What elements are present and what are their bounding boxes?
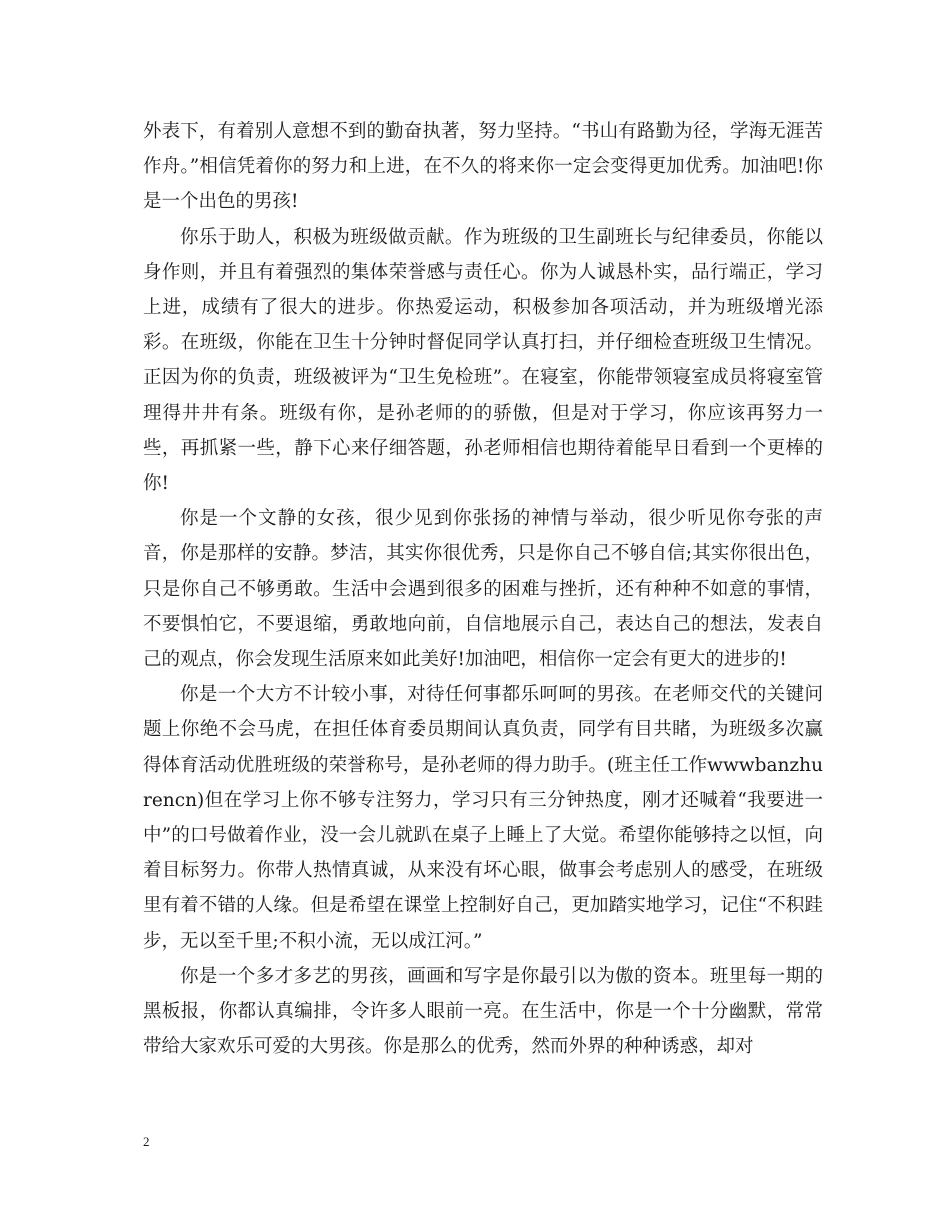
paragraph-1: 外表下，有着别人意想不到的勤奋执著，努力坚持。“书山有路勤为径，学海无涯苦作舟。”相信凭着你的努力和上进，在不久的将来你一定会变得更加优秀。加油吧!你是一个出色的男孩! [143,121,823,213]
paragraph-2: 你乐于助人，积极为班级做贡献。作为班级的卫生副班长与纪律委员，你能以身作则，并且有着强烈的集体荣誉感与责任心。你为人诚恳朴实，品行端正，学习上进，成绩有了很大的进步。你热爱运动，积极参加各项活动，并为班级增光添彩。在班级，你能在卫生十分钟时督促同学认真打扫，并仔细检查班级卫生情况。正因为你的负责，班级被评为“卫生免检班”。在寝室，你能带领寝室成员将寝室管理得井井有条。班级有你，是孙老师的的骄傲，但是对于学习，你应该再努力一些，再抓紧一些，静下心来仔细答题，孙老师相信也期待着能早日看到一个更棒的你! [143,226,823,495]
paragraph-4: 你是一个大方不计较小事，对待任何事都乐呵呵的男孩。在老师交代的关键问题上你绝不会马虎，在担任体育委员期间认真负责，同学有目共睹，为班级多次赢得体育活动优胜班级的荣誉称号，是孙老师的得力助手。(班主任工作wwwbanzhurencn)但在学习上你不够专注努力，学习只有三分钟热度，刚才还喊着“我要进一中”的口号做着作业，没一会儿就趴在桌子上睡上了大觉。希望你能够持之以恒，向着目标努力。你带人热情真诚，从来没有坏心眼，做事会考虑别人的感受，在班级里有着不错的人缘。但是希望在课堂上控制好自己，更加踏实地学习，记住“不积跬步，无以至千里;不积小流，无以成江河。” [143,684,823,952]
page-number: 2 [143,1134,150,1149]
document-body [143,114,823,1064]
paragraph-3: 你是一个文静的女孩，很少见到你张扬的神情与举动，很少听见你夸张的声音，你是那样的安静。梦洁，其实你很优秀，只是你自己不够自信;其实你很出色，只是你自己不够勇敢。生活中会遇到很多的困难与挫折，还有种种不如意的事情，不要惧怕它，不要退缩，勇敢地向前，自信地展示自己，表达自己的想法，发表自己的观点，你会发现生活原来如此美好!加油吧，相信你一定会有更大的进步的! [143,508,823,671]
paragraph-5: 你是一个多才多艺的男孩，画画和写字是你最引以为傲的资本。班里每一期的黑板报，你都认真编排，令许多人眼前一亮。在生活中，你是一个十分幽默，常常带给大家欢乐可爱的大男孩。你是那么的优秀，然而外界的种种诱惑，却对 [143,965,823,1058]
